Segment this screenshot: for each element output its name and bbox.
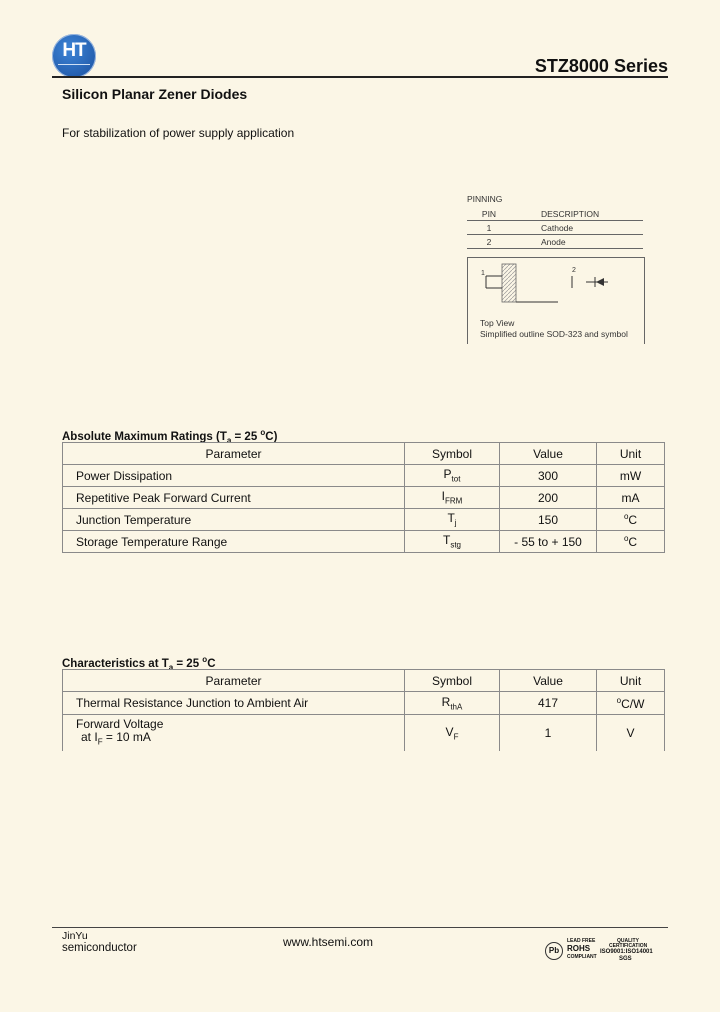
- abs-max-title-mid: = 25: [231, 430, 261, 443]
- table-header-row: [63, 443, 665, 465]
- logo-text: HT: [62, 40, 86, 61]
- char-title-text: Characteristics at T: [62, 657, 169, 670]
- value-cell: - 55 to + 150: [500, 531, 597, 553]
- symbol-cell: [405, 509, 500, 531]
- unit-cell: [597, 531, 665, 553]
- diagram-caption-view: Top View: [480, 318, 515, 328]
- condition-text: at I: [81, 729, 98, 744]
- char-title-suffix: C: [207, 657, 216, 670]
- table-row: [63, 531, 665, 553]
- lead-free-label: LEAD FREE: [567, 938, 596, 944]
- value-cell: 1: [500, 715, 597, 752]
- certification-badges: [545, 938, 665, 964]
- website-link[interactable]: www.htsemi.com: [283, 935, 374, 949]
- condition-value: = 10 mA: [102, 729, 151, 744]
- char-title-sub: a: [168, 663, 174, 673]
- diagram-caption-outline: Simplified outline SOD-323 and symbol: [480, 329, 628, 339]
- symbol-text: T: [442, 533, 451, 548]
- pinning-heading: PINNING: [467, 194, 503, 204]
- characteristics-table: [62, 669, 665, 751]
- param-cell: Junction Temperature: [63, 509, 405, 531]
- abs-max-table: [62, 442, 665, 553]
- unit-cell: [597, 509, 665, 531]
- sgs-label: SGS: [619, 956, 632, 962]
- table-header-row: [63, 670, 665, 692]
- unit-degree: o: [616, 695, 622, 705]
- param-cell: Thermal Resistance Junction to Ambient Air: [63, 692, 405, 715]
- param-cell: Power Dissipation: [63, 465, 405, 487]
- abs-max-title-text: Absolute Maximum Ratings (T: [62, 430, 227, 443]
- symbol-cell: [405, 465, 500, 487]
- symbol-text: P: [443, 467, 452, 482]
- pin-number: 1: [486, 222, 492, 233]
- unit-cell: [597, 487, 665, 509]
- unit-text: C/W: [621, 696, 645, 711]
- col-unit: Unit: [597, 670, 665, 692]
- symbol-text: T: [447, 511, 455, 526]
- abs-max-title-suffix: C): [265, 430, 278, 443]
- param-text: Forward Voltage: [76, 716, 164, 731]
- unit-cell: [597, 465, 665, 487]
- package-outline-svg: [468, 258, 644, 344]
- symbol-sub: F: [453, 732, 459, 742]
- col-parameter: Parameter: [63, 443, 405, 465]
- logo-underline: [58, 64, 90, 68]
- table-row: [63, 487, 665, 509]
- abs-max-title-sub: a: [226, 436, 232, 446]
- col-symbol: Symbol: [405, 670, 500, 692]
- table-row: [63, 509, 665, 531]
- col-value: Value: [500, 670, 597, 692]
- table-row: [63, 465, 665, 487]
- col-unit: Unit: [597, 443, 665, 465]
- unit-text: C: [628, 513, 638, 527]
- pin-description: Cathode: [541, 222, 574, 233]
- company-name: JinYu: [62, 930, 88, 942]
- pinning-table: [467, 207, 643, 249]
- symbol-text: V: [445, 724, 454, 739]
- table-row: [63, 692, 665, 715]
- company-suffix: semiconductor: [62, 942, 137, 954]
- description-column-header: DESCRIPTION: [541, 208, 600, 219]
- unit-cell: V: [597, 715, 665, 752]
- diagram-pin-2: 2: [572, 267, 576, 274]
- company-logo: [52, 34, 96, 78]
- quality-label: QUALITY: [617, 938, 639, 944]
- param-condition: [76, 731, 398, 748]
- compliant-label: COMPLIANT: [567, 954, 597, 960]
- symbol-sub: tot: [451, 474, 461, 484]
- document-subtitle: For stabilization of power supply application: [62, 126, 295, 140]
- package-diagram: [467, 257, 645, 344]
- symbol-sub: stg: [450, 540, 461, 550]
- value-cell: 300: [500, 465, 597, 487]
- col-value: Value: [500, 443, 597, 465]
- symbol-cell: [405, 692, 500, 715]
- symbol-sub: j: [454, 518, 457, 528]
- value-cell: 150: [500, 509, 597, 531]
- char-title-deg: o: [202, 655, 208, 664]
- symbol-sub: FRM: [445, 496, 463, 506]
- pin-number: 2: [486, 236, 492, 247]
- col-parameter: Parameter: [63, 670, 405, 692]
- pin-description: Anode: [541, 236, 566, 247]
- pin-column-header: PIN: [481, 208, 497, 219]
- param-cell: [63, 715, 405, 752]
- col-symbol: Symbol: [405, 443, 500, 465]
- diagram-pin-1: 1: [481, 270, 485, 277]
- pb-free-icon: Pb: [545, 942, 563, 960]
- table-row: [63, 715, 665, 752]
- unit-text: C: [628, 535, 638, 549]
- param-cell: Storage Temperature Range: [63, 531, 405, 553]
- rohs-label: ROHS: [567, 944, 591, 953]
- condition-sub: F: [97, 737, 103, 747]
- unit-cell: [597, 692, 665, 715]
- header-rule: [52, 76, 668, 78]
- document-title: Silicon Planar Zener Diodes: [62, 86, 248, 102]
- iso-label: ISO9001:ISO14001: [600, 949, 653, 955]
- symbol-cell: [405, 715, 500, 752]
- value-cell: 200: [500, 487, 597, 509]
- unit-text: mW: [619, 468, 642, 483]
- char-title-mid: = 25: [173, 657, 203, 670]
- series-title: STZ8000 Series: [534, 56, 668, 76]
- param-cell: Repetitive Peak Forward Current: [63, 487, 405, 509]
- symbol-text: I: [441, 489, 445, 504]
- abs-max-title-deg: o: [260, 428, 266, 437]
- footer-rule: [52, 927, 668, 928]
- value-cell: 417: [500, 692, 597, 715]
- unit-degree: o: [623, 512, 629, 521]
- unit-degree: o: [623, 534, 629, 543]
- symbol-cell: [405, 531, 500, 553]
- symbol-text: R: [441, 694, 451, 709]
- symbol-cell: [405, 487, 500, 509]
- certification-label: CERTIFICATION: [609, 943, 648, 949]
- unit-text: mA: [621, 490, 640, 505]
- symbol-sub: thA: [450, 702, 463, 712]
